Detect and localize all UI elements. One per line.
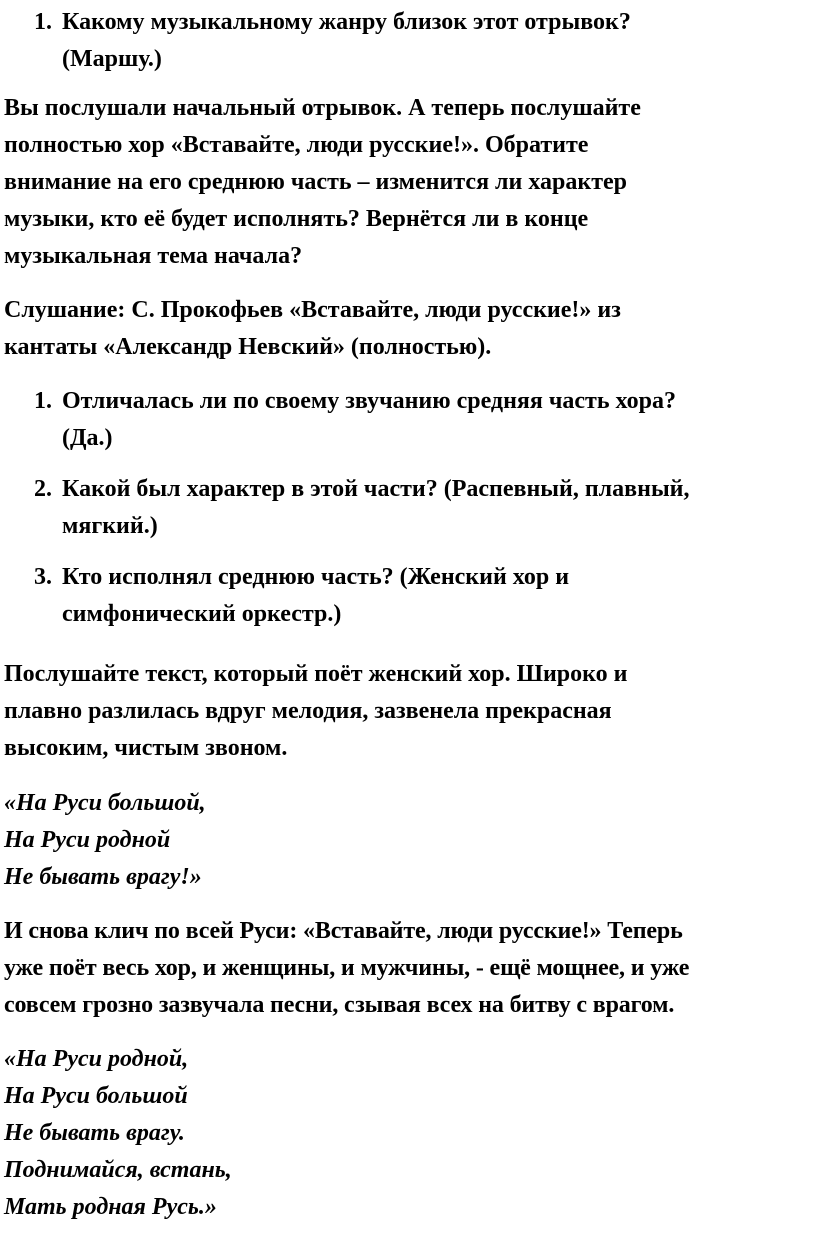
question-list-1 [4, 4, 631, 78]
text-line: полностью хор «Вставайте, люди русские!». Обратите [4, 132, 589, 158]
paragraph-intro [4, 90, 641, 275]
text-line: уже поёт весь хор, и женщины, и мужчины, - ещё мощнее, и уже [4, 955, 690, 981]
text-line: музыки, кто её будет исполнять? Вернётся ли в конце [4, 206, 589, 232]
list-text-line: симфонический оркестр.) [62, 601, 342, 627]
list-text-line: Отличалась ли по своему звучанию средняя часть хора? [62, 388, 676, 414]
text-line: Слушание: С. Прокофьев «Вставайте, люди русские!» из [4, 297, 621, 323]
list-text-line: (Маршу.) [62, 46, 162, 72]
list-text-line: Какому музыкальному жанру близок этот отрывок? [62, 9, 631, 35]
list-text-line: Кто исполнял среднюю часть? (Женский хор и [62, 564, 570, 590]
verse-line: На Руси большой [4, 1083, 188, 1109]
list-number: 1. [34, 388, 52, 414]
text-line: Послушайте текст, который поёт женский хор. Широко и [4, 661, 628, 687]
verse-line: «На Руси большой, [4, 790, 206, 816]
list-text-line: (Да.) [62, 425, 113, 451]
verse-line: «На Руси родной, [4, 1046, 189, 1072]
paragraph-listening [4, 292, 621, 366]
question-list-2 [4, 383, 690, 633]
verse-line: Не бывать врагу!» [4, 864, 202, 890]
verse-line: Не бывать врагу. [4, 1120, 185, 1146]
list-number: 3. [34, 564, 52, 590]
verse-line: На Руси родной [4, 827, 171, 853]
verse-line: Мать родная Русь.» [4, 1194, 217, 1220]
verse-quote-2 [4, 1041, 232, 1226]
paragraph-full-choir [4, 913, 689, 1024]
list-number: 1. [34, 9, 52, 35]
verse-quote-1 [4, 785, 206, 896]
text-line: музыкальная тема начала? [4, 243, 303, 269]
text-line: совсем грозно зазвучала песни, сзывая всех на битву с врагом. [4, 992, 675, 1018]
text-line: И снова клич по всей Руси: «Вставайте, люди русские!» Теперь [4, 918, 683, 944]
list-text-line: мягкий.) [62, 513, 158, 539]
list-item [4, 4, 631, 78]
verse-line: Поднимайся, встань, [4, 1157, 232, 1183]
text-line: высоким, чистым звоном. [4, 735, 288, 761]
text-line: плавно разлилась вдруг мелодия, зазвенела прекрасная [4, 698, 612, 724]
list-text-line: Какой был характер в этой части? (Распевный, плавный, [62, 476, 690, 502]
text-line: кантаты «Александр Невский» (полностью). [4, 334, 492, 360]
paragraph-female-choir [4, 656, 627, 767]
list-item [4, 559, 690, 633]
text-line: Вы послушали начальный отрывок. А теперь послушайте [4, 95, 641, 121]
text-line: внимание на его среднюю часть – изменится ли характер [4, 169, 627, 195]
list-item [4, 383, 690, 457]
list-number: 2. [34, 476, 52, 502]
list-item [4, 471, 690, 545]
